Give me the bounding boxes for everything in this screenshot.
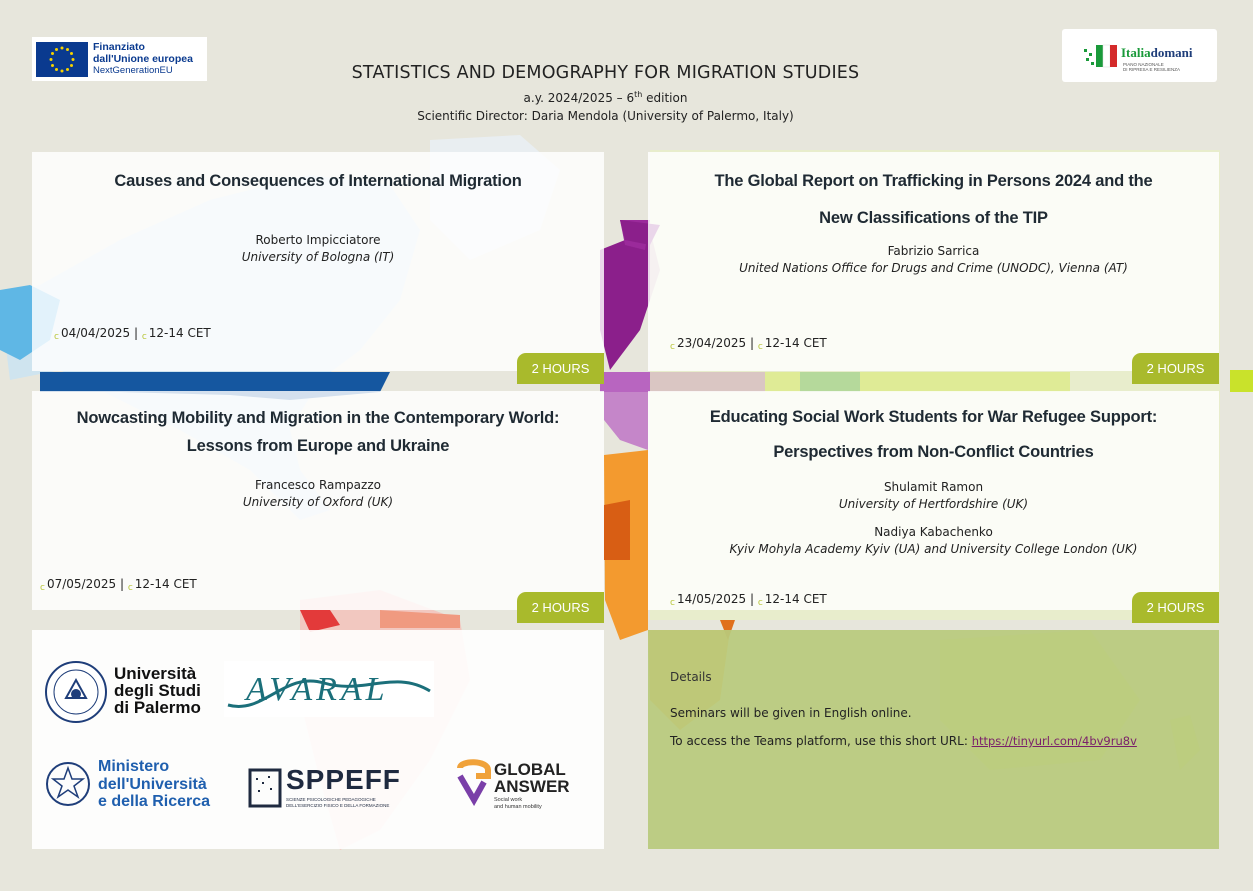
seminar-1-affiliation: University of Bologna (IT): [241, 250, 395, 264]
seminar-4-affiliation-2: Kyiv Mohyla Academy Kyiv (UA) and University College London (UK): [729, 542, 1138, 556]
answer-word: ANSWER: [494, 777, 570, 796]
teams-url-link[interactable]: https://tinyurl.com/4bv9ru8v: [971, 734, 1137, 748]
seminar-card-3: [32, 391, 604, 615]
seminar-3-date: 07/05/2025: [46, 577, 117, 591]
details-heading: Details: [670, 670, 712, 684]
seminar-3-affiliation: University of Oxford (UK): [242, 495, 394, 509]
seminar-4-affiliation-1: University of Hertfordshire (UK): [838, 497, 1029, 511]
italia-sub1: PIANO NAZIONALE: [1123, 62, 1164, 67]
seminar-4-duration-badge: 2 HOURS: [1132, 592, 1219, 623]
seminar-3-dateline: c 07/05/2025 | c 12-14 CET: [40, 577, 197, 593]
domani-word: domani: [1150, 45, 1193, 60]
seminar-2-dateline: c 23/04/2025 | c 12-14 CET: [670, 336, 827, 352]
seminar-4-time: 12-14 CET: [764, 592, 827, 606]
seminar-card-1: [32, 152, 604, 376]
seminar-2-title-line1: The Global Report on Trafficking in Persons 2024 and the: [714, 172, 1153, 190]
seminar-1-title: Causes and Consequences of International Migration: [114, 172, 522, 190]
seminar-3-time: 12-14 CET: [134, 577, 197, 591]
mur-line1: Ministero: [98, 758, 170, 775]
seminar-card-2: [648, 152, 1219, 376]
page-title: STATISTICS AND DEMOGRAPHY FOR MIGRATION STUDIES: [351, 63, 860, 83]
europe-south-shape: [604, 392, 648, 450]
eu-logo-line2: dall'Unione europea: [93, 53, 193, 65]
south-america-salmon: [380, 610, 460, 628]
unipa-line3: di Palermo: [114, 698, 201, 717]
mur-emblem-icon: [45, 760, 91, 808]
details-line1: Seminars will be given in English online.: [670, 706, 912, 720]
seminar-2-date: 23/04/2025: [676, 336, 747, 350]
seminar-3-title-line1: Nowcasting Mobility and Migration in the Contemporary World:: [76, 409, 560, 427]
mur-line2: dell'Università: [98, 775, 207, 793]
seminar-1-date: 04/04/2025: [60, 326, 131, 340]
unipa-line1: Università: [114, 664, 197, 683]
sppeff-sub2: DELL'ESERCIZIO FISICO E DELLA FORMAZIONE: [286, 803, 390, 808]
mur-line3: e della Ricerca: [98, 793, 211, 810]
details-panel: [648, 630, 1219, 849]
africa-dark-shape: [604, 500, 630, 560]
global-sub1: Social work: [494, 797, 523, 803]
unipa-seal-icon: [44, 660, 108, 724]
seminar-2-affiliation: United Nations Office for Drugs and Crime (UNODC), Vienna (AT): [739, 261, 1128, 275]
sppeff-sub1: SCIENZE PSICOLOGICHE PEDAGOGICHE: [286, 797, 376, 802]
unipa-logo-text: [114, 665, 201, 716]
global-sub2: and human mobility: [494, 804, 542, 810]
unipa-line2: degli Studi: [114, 681, 201, 700]
seminar-3-speaker: Francesco Rampazzo: [255, 478, 381, 492]
seminar-card-4: [648, 391, 1219, 615]
seminar-3-duration-badge: 2 HOURS: [517, 592, 604, 623]
avaral-logo: [224, 661, 434, 717]
sppeff-mark-icon: [248, 768, 282, 808]
year-suffix: edition: [642, 91, 688, 105]
seminar-1-dateline: c 04/04/2025 | c 12-14 CET: [54, 326, 211, 342]
seminar-2-duration-badge: 2 HOURS: [1132, 353, 1219, 384]
seminar-1-time: 12-14 CET: [148, 326, 211, 340]
sppeff-text: SPPEFF: [286, 764, 401, 795]
year-sup: th: [634, 90, 643, 99]
seminar-4-date: 14/05/2025: [676, 592, 747, 606]
mur-logo-text: [98, 758, 210, 811]
global-answer-logo: [456, 756, 586, 816]
details-line2: [670, 734, 1137, 748]
avaral-text: AVARAL: [246, 671, 389, 708]
seminar-4-speaker-1: Shulamit Ramon: [883, 480, 984, 494]
italia-word: Italia: [1121, 45, 1151, 60]
sppeff-logo: [248, 766, 414, 810]
seminar-2-title-line2: New Classifications of the TIP: [819, 209, 1048, 227]
seminar-2-time: 12-14 CET: [764, 336, 827, 350]
global-word: GLOBAL: [494, 760, 566, 779]
eu-logo-line3: NextGenerationEU: [93, 65, 173, 76]
year-prefix: a.y. 2024/2025 – 6: [523, 91, 635, 105]
global-answer-mark-icon: [456, 756, 492, 806]
seminar-1-duration-badge: 2 HOURS: [517, 353, 604, 384]
scientific-director: Scientific Director: Daria Mendola (University of Palermo, Italy): [417, 109, 794, 123]
partner-logos-panel: [32, 630, 604, 849]
seminar-3-title-line2: Lessons from Europe and Ukraine: [186, 437, 450, 455]
eu-logo-line1: Finanziato: [93, 41, 145, 53]
seminar-4-speaker-2: Nadiya Kabachenko: [874, 525, 993, 539]
seminar-4-title-line2: Perspectives from Non-Conflict Countries: [773, 443, 1094, 461]
italia-sub2: DI RIPRESA E RESILIENZA: [1123, 67, 1181, 72]
seminar-1-speaker: Roberto Impicciatore: [255, 233, 381, 247]
details-line2-text: To access the Teams platform, use this short URL:: [670, 734, 972, 748]
seminar-4-title-line1: Educating Social Work Students for War Refugee Support:: [709, 408, 1158, 426]
academic-year: [0, 90, 1211, 105]
seminar-4-dateline: c 14/05/2025 | c 12-14 CET: [670, 592, 827, 608]
ireland-shape: [1230, 370, 1253, 392]
seminar-2-speaker: Fabrizio Sarrica: [887, 244, 980, 258]
